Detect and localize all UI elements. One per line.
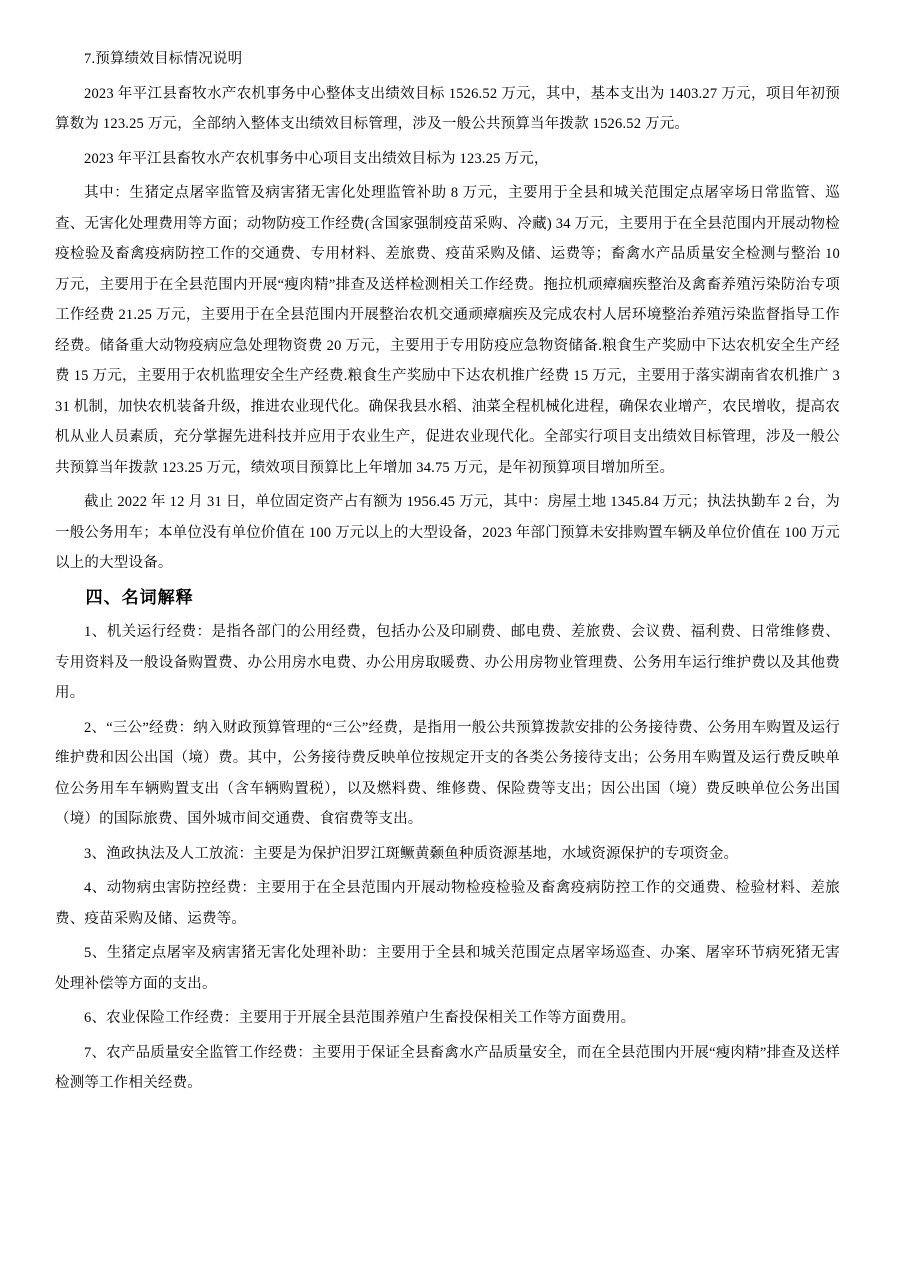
para-project-expenditure-target: 2023 年平江县畜牧水产农机事务中心项目支出绩效目标为 123.25 万元， <box>84 150 549 167</box>
para-term-animal-disease-control: 4、动物病虫害防控经费：主要用于在全县范围内开展动物检疫检验及畜禽疫病防控工作的交通费、检验材料、差旅费、疫苗采购及储、运费等。 <box>55 880 840 927</box>
para-overall-expenditure-target: 2023 年平江县畜牧水产农机事务中心整体支出绩效目标 1526.52 万元，其中，基本支出为 1403.27 万元，项目年初预算数为 123.25 万元，全部纳入整体支出绩效目标管理，涉及一般公共预算当年拨款 1526.52 万元。 <box>55 85 840 132</box>
para-term-agricultural-insurance: 6、农业保险工作经费：主要用于开展全县范围养殖户生畜投保相关工作等方面费用。 <box>84 1010 636 1026</box>
section-heading-glossary: 四、名词解释 <box>85 587 194 607</box>
para-performance-target-note: 7.预算绩效目标情况说明 <box>84 51 243 67</box>
para-term-agri-product-quality: 7、农产品质量安全监管工作经费：主要用于保证全县畜禽水产品质量安全，而在全县范围内开展“瘦肉精”排查及送样检测等工作相关经费。 <box>55 1044 840 1091</box>
para-term-agency-operating-funds: 1、机关运行经费：是指各部门的公用经费，包括办公及印刷费、邮电费、差旅费、会议费、福利费、日常维修费、专用资料及一般设备购置费、办公用房水电费、办公用房取暖费、办公用房物业管理费、公务用车运行维护费以及其他费用。 <box>55 624 840 701</box>
para-project-details: 其中：生猪定点屠宰监管及病害猪无害化处理监管补助 8 万元，主要用于全县和城关范围定点屠宰场日常监管、巡查、无害化处理费用等方面；动物防疫工作经费(含国家强制疫苗采购、冷藏) 34 万元，主要用于在全县范围内开展动物检疫检验及畜禽疫病防控工作的交通费、专用材料、差旅费、疫苗采购及储、运费等；畜禽水产品质量安全检测与整治 10 万元，主要用于在全县范围内开展“瘦肉精”排查及送样检测相关工作经费。拖拉机顽瘴痼疾整治及禽畜养殖污染防治专项工作经费 21.25 万元，主要用于在全县范围内开展整治农机交通顽瘴痼疾及完成农村人居环境整治养殖污染监督指导工作经费。储备重大动物疫病应急处理物资费 20 万元，主要用于专用防疫应急物资储备.粮食生产奖励中下达农机安全生产经费 15 万元，主要用于农机监理安全生产经费.粮食生产奖励中下达农机推广经费 15 万元，主要用于落实湖南省农机推广 331 机制，加快农机装备升级，推进农业现代化。确保我县水稻、油菜全程机械化进程，确保农业增产，农民增收，提高农机从业人员素质，充分掌握先进科技并应用于农业生产，促进农业现代化。全部实行项目支出绩效目标管理，涉及一般公共预算当年拨款 123.25 万元，绩效项目预算比上年增加 34.75 万元，是年初预算项目增加所至。 <box>55 185 840 476</box>
para-term-fishery-enforcement: 3、渔政执法及人工放流：主要是为保护汨罗江斑鳜黄颡鱼种质资源基地，水域资源保护的专项资金。 <box>84 845 739 862</box>
para-term-three-public-funds: 2、“三公”经费：纳入财政预算管理的“三公”经费，是指用一般公共预算拨款安排的公务接待费、公务用车购置及运行维护费和因公出国（境）费。其中，公务接待费反映单位按规定开支的各类公务接待支出；公务用车购置及运行费反映单位公务用车车辆购置支出（含车辆购置税），以及燃料费、维修费、保险费等支出；因公出国（境）费反映单位公务出国（境）的国际旅费、国外城市间交通费、食宿费等支出。 <box>55 719 840 827</box>
para-term-pig-slaughter-subsidy: 5、生猪定点屠宰及病害猪无害化处理补助：主要用于全县和城关范围定点屠宰场巡查、办案、屠宰环节病死猪无害处理补偿等方面的支出。 <box>55 945 840 992</box>
para-fixed-assets: 截止 2022 年 12 月 31 日，单位固定资产占有额为 1956.45 万元，其中：房屋土地 1345.84 万元；执法执勤车 2 台，为一般公务用车；本单位没有单位价值在 100 万元以上的大型设备，2023 年部门预算未安排购置车辆及单位价值在 100 万元以上的大型设备。 <box>55 494 840 571</box>
